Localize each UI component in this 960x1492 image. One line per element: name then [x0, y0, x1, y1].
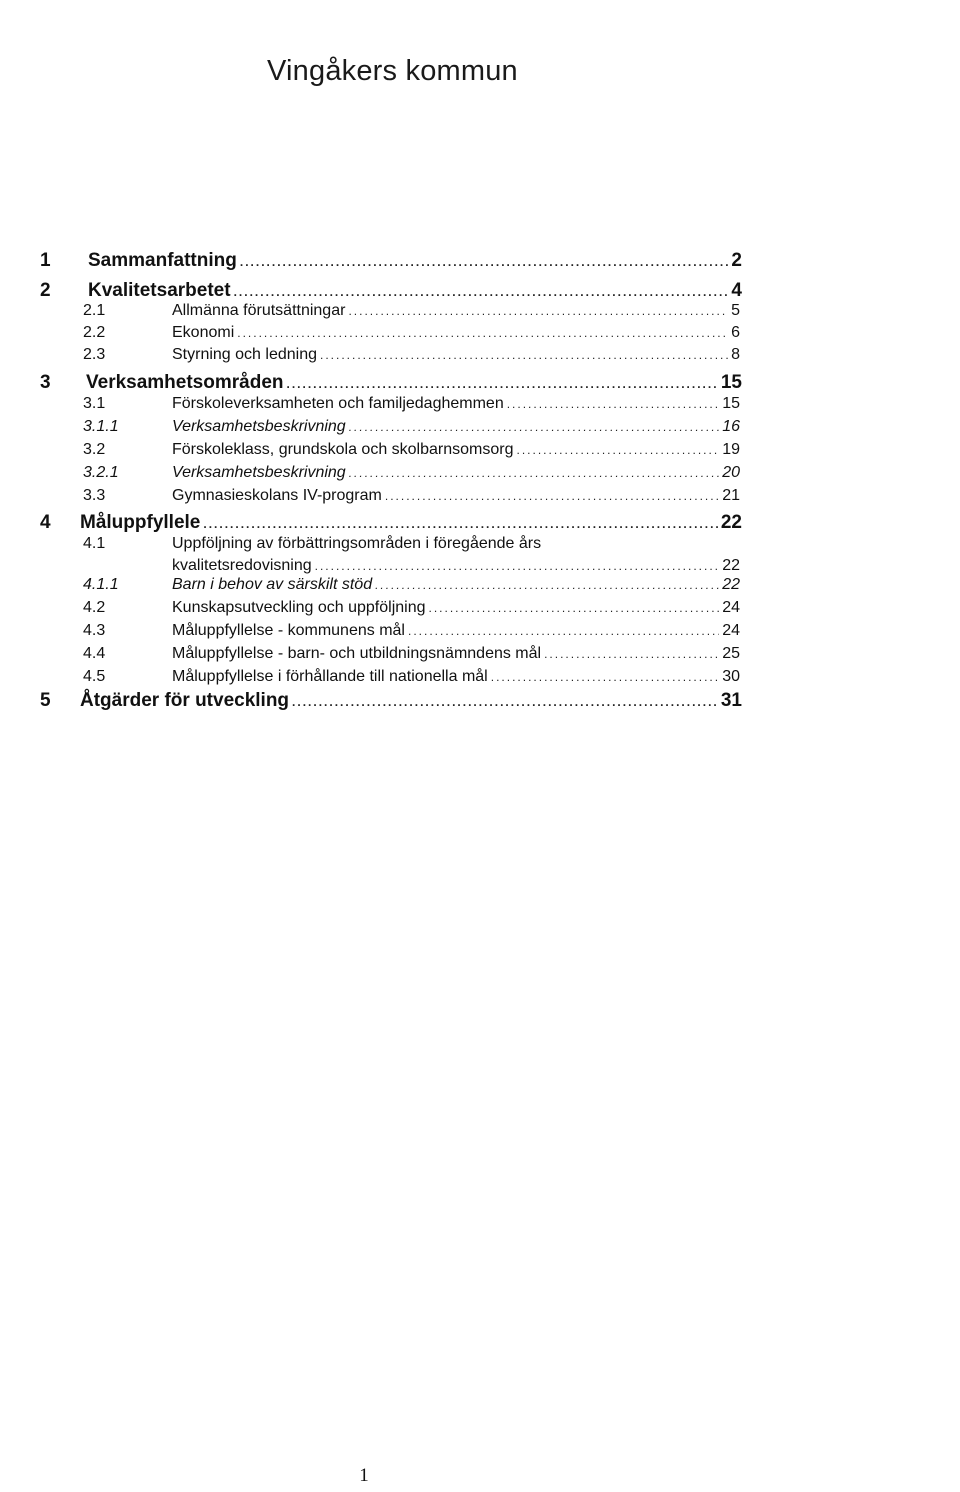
toc-entry[interactable]	[83, 302, 740, 326]
toc-entry[interactable]	[83, 535, 740, 559]
toc-dot-leader	[287, 377, 718, 391]
toc-entry-page: 6	[731, 324, 740, 341]
toc-dot-leader	[315, 559, 720, 573]
toc-entry[interactable]	[83, 346, 740, 370]
toc-entry-page: 24	[722, 599, 740, 616]
toc-entry-number: 4.4	[83, 645, 106, 662]
toc-dot-leader	[203, 517, 718, 531]
toc-entry-number: 1	[40, 250, 51, 271]
page-number: 1	[359, 1465, 369, 1486]
toc-entry-page: 15	[722, 395, 740, 412]
toc-entry[interactable]	[83, 324, 740, 348]
toc-entry-page: 15	[720, 372, 742, 393]
toc-entry-number: 2.1	[83, 302, 106, 319]
toc-dot-leader	[408, 624, 719, 638]
toc-entry-page: 21	[722, 487, 740, 504]
toc-entry[interactable]	[83, 576, 740, 600]
document-title: Vingåkers kommun	[267, 55, 518, 87]
toc-entry-number: 4.3	[83, 622, 106, 639]
toc-entry-title-continuation: kvalitetsredovisning	[172, 557, 312, 574]
toc-entry-page: 22	[722, 576, 740, 593]
toc-entry-title: Barn i behov av särskilt stöd	[172, 576, 373, 593]
toc-entry-page: 2	[731, 250, 742, 271]
toc-entry-page: 22	[720, 512, 742, 533]
toc-entry[interactable]	[40, 280, 742, 304]
toc-entry-title: Styrning och ledning	[172, 346, 317, 363]
toc-entry-page: 22	[722, 557, 740, 574]
toc-entry-number: 3.1.1	[83, 418, 119, 435]
toc-entry-number: 2.3	[83, 346, 106, 363]
toc-dot-leader	[429, 601, 720, 615]
toc-dot-leader	[491, 670, 719, 684]
toc-entry-number: 2	[40, 280, 51, 301]
toc-dot-leader	[507, 397, 719, 411]
toc-dot-leader	[240, 255, 729, 269]
toc-entry[interactable]	[83, 645, 740, 669]
toc-entry-title: Verksamhetsbeskrivning	[172, 464, 346, 481]
toc-entry-number: 3.1	[83, 395, 106, 412]
toc-entry-page: 20	[722, 464, 740, 481]
toc-entry-title: Allmänna förutsättningar	[172, 302, 346, 319]
toc-dot-leader	[348, 304, 728, 318]
toc-entry-title: Måluppfyllelse - barn- och utbildningsnämndens mål	[172, 645, 542, 662]
toc-entry[interactable]	[83, 418, 740, 442]
toc-entry-page: 24	[722, 622, 740, 639]
toc-entry-number: 3.2.1	[83, 464, 119, 481]
toc-entry-page: 16	[722, 418, 740, 435]
toc-entry-page: 19	[722, 441, 740, 458]
toc-entry-number: 4.5	[83, 668, 106, 685]
toc-dot-leader	[375, 578, 719, 592]
toc-entry-page: 5	[731, 302, 740, 319]
toc-entry[interactable]	[83, 622, 740, 646]
toc-entry-page: 4	[731, 280, 742, 301]
toc-entry-title: Kvalitetsarbetet	[88, 280, 231, 301]
toc-entry[interactable]	[83, 599, 740, 623]
toc-entry[interactable]	[83, 487, 740, 511]
toc-entry[interactable]	[83, 441, 740, 465]
toc-entry-title: Måluppfyllele	[80, 512, 201, 533]
toc-entry-title: Förskoleklass, grundskola och skolbarnsomsorg	[172, 441, 514, 458]
toc-entry-number: 4.2	[83, 599, 106, 616]
toc-entry-page: 30	[722, 668, 740, 685]
toc-entry[interactable]	[40, 372, 742, 396]
toc-entry-number: 3.3	[83, 487, 106, 504]
toc-entry-title: Sammanfattning	[88, 250, 237, 271]
toc-entry-title: Gymnasieskolans IV-program	[172, 487, 382, 504]
toc-dot-leader	[320, 348, 728, 362]
toc-entry-title: Kunskapsutveckling och uppföljning	[172, 599, 426, 616]
toc-entry[interactable]	[83, 464, 740, 488]
toc-dot-leader	[237, 326, 728, 340]
toc-dot-leader	[234, 285, 729, 299]
toc-entry-title: Måluppfyllelse - kommunens mål	[172, 622, 405, 639]
toc-entry-number: 4.1	[83, 535, 106, 552]
toc-entry-title: Verksamhetsbeskrivning	[172, 418, 346, 435]
toc-entry-title: Verksamhetsområden	[86, 372, 284, 393]
toc-entry-page: 8	[731, 346, 740, 363]
toc-dot-leader	[349, 420, 720, 434]
toc-entry-number: 5	[40, 690, 51, 711]
toc-entry[interactable]	[40, 250, 742, 274]
toc-entry-title: Förskoleverksamheten och familjedaghemmen	[172, 395, 504, 412]
toc-entry[interactable]	[83, 395, 740, 419]
toc-entry-title: Åtgärder för utveckling	[80, 690, 290, 711]
toc-dot-leader	[385, 489, 719, 503]
toc-entry-page: 25	[722, 645, 740, 662]
toc-entry-title: Ekonomi	[172, 324, 235, 341]
toc-entry-number: 3.2	[83, 441, 106, 458]
toc-entry-title: Uppföljning av förbättringsområden i föregående års	[172, 535, 542, 552]
toc-entry[interactable]	[83, 668, 740, 692]
toc-entry-number: 2.2	[83, 324, 106, 341]
toc-dot-leader	[349, 466, 720, 480]
toc-dot-leader	[292, 695, 718, 709]
toc-entry-title: Måluppfyllelse i förhållande till nationella mål	[172, 668, 488, 685]
toc-entry[interactable]	[40, 512, 742, 536]
toc-dot-leader	[516, 443, 719, 457]
toc-entry[interactable]	[40, 690, 742, 714]
toc-entry-number: 4	[40, 512, 51, 533]
toc-entry-number: 4.1.1	[83, 576, 119, 593]
toc-dot-leader	[544, 647, 719, 661]
toc-entry-number: 3	[40, 372, 51, 393]
toc-entry-page: 31	[720, 690, 742, 711]
